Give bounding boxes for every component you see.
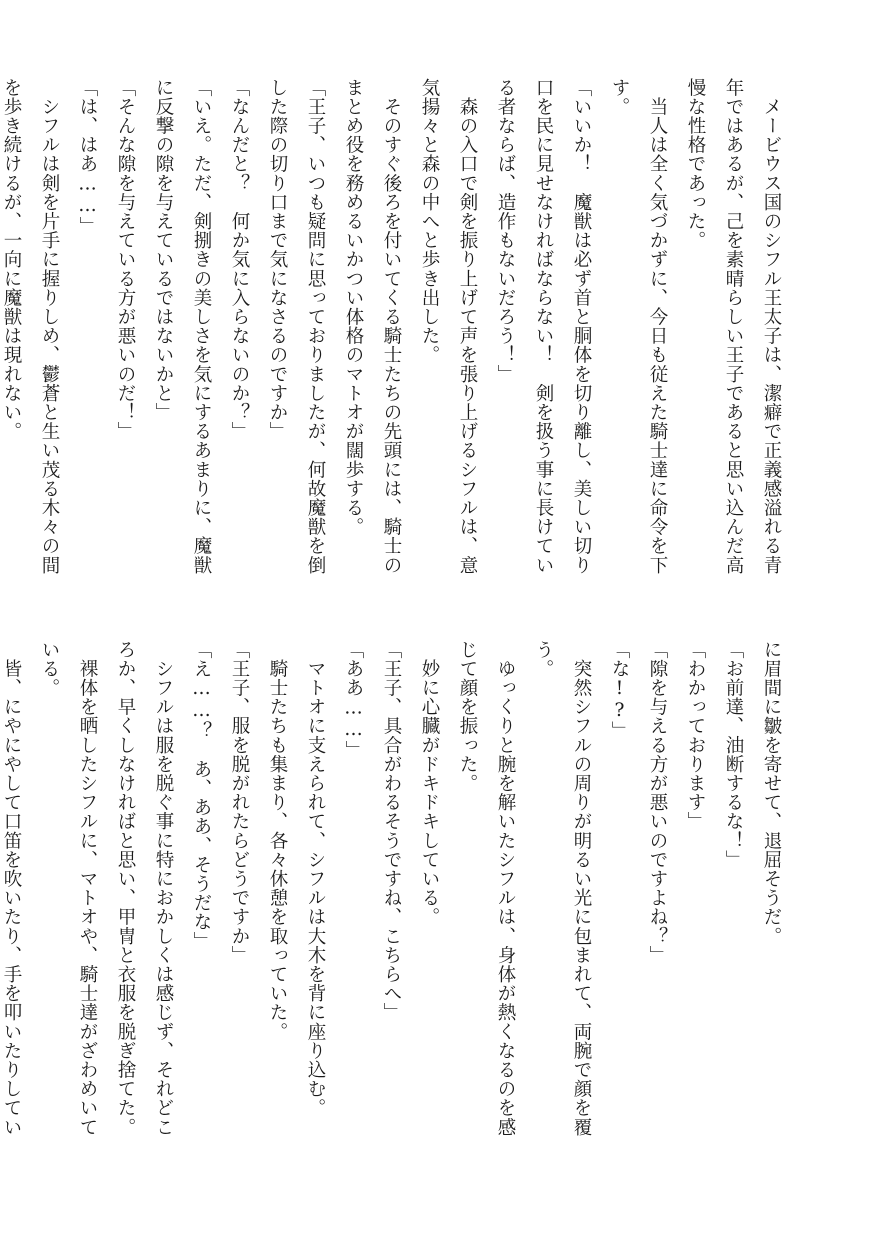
text-line: そのすぐ後ろを付いてくる騎士たちの先頭には、騎士の <box>381 78 402 575</box>
text-line: 口を民に見せなければならない！ 剣を扱う事に長けてい <box>533 78 554 575</box>
text-line: 「王子、服を脱がれたらどうですか」 <box>229 640 250 965</box>
text-line: 「いえ。ただ、剣捌きの美しさを気にするあまりに、魔獣 <box>191 78 212 575</box>
upper-text-tier <box>1 78 790 598</box>
text-line: 「隙を与える方が悪いのですよね？」 <box>647 640 668 965</box>
lower-text-tier <box>1 640 790 1160</box>
text-line: 裸体を晒したシフルに、マトオや、騎士達がざわめいて <box>77 640 98 1137</box>
text-line: 突然シフルの周りが明るい光に包まれて、両腕で顔を覆 <box>571 640 592 1137</box>
text-line: 森の入口で剣を振り上げて声を張り上げるシフルは、意 <box>457 78 478 575</box>
text-line: 妙に心臓がドキドキしている。 <box>419 640 440 927</box>
text-line: 「ああ……」 <box>343 640 364 760</box>
text-line: 「え……？ あ、ああ、そうだな」 <box>191 640 212 951</box>
text-line: シフルは剣を片手に握りしめ、鬱蒼と生い茂る木々の間 <box>39 78 60 575</box>
text-line: ろか、早くしなければと思い、甲冑と衣服を脱ぎ捨てた。 <box>115 640 136 1137</box>
text-line: う。 <box>533 640 554 679</box>
text-line: した際の切り口まで気になさるのですか」 <box>267 78 288 441</box>
text-line: 慢な性格であった。 <box>685 78 706 250</box>
text-line: 騎士たちも集まり、各々休憩を取っていた。 <box>267 640 288 1042</box>
text-line: る者ならば、造作もないだろう！」 <box>495 78 516 384</box>
text-line: 「そんな隙を与えている方が悪いのだ！」 <box>115 78 136 441</box>
text-line: いる。 <box>39 640 60 698</box>
text-line: 「なんだと？ 何か気に入らないのか？」 <box>229 78 250 441</box>
text-line: 「王子、いつも疑問に思っておりましたが、何故魔獣を倒 <box>305 78 326 575</box>
text-line: 「な!?」 <box>609 640 630 741</box>
text-line: 年ではあるが、己を素晴らしい王子であると思い込んだ高 <box>723 78 744 575</box>
text-line: マトオに支えられて、シフルは大木を背に座り込む。 <box>305 640 326 1118</box>
text-line: ゆっくりと腕を解いたシフルは、身体が熱くなるのを感 <box>495 640 516 1137</box>
text-line: 「わかっております」 <box>685 640 706 831</box>
text-line: メービウス国のシフル王太子は、潔癖で正義感溢れる青 <box>761 78 782 575</box>
text-line: に反撃の隙を与えているではないかと」 <box>153 78 174 422</box>
text-line: 「いいか！ 魔獣は必ず首と胴体を切り離し、美しい切り <box>571 78 592 575</box>
text-line: 気揚々と森の中へと歩き出した。 <box>419 78 440 365</box>
text-line: を歩き続けるが、一向に魔獣は現れない。 <box>1 78 22 441</box>
text-line: まとめ役を務めるいかつい体格のマトオが闊歩する。 <box>343 78 364 537</box>
text-line: 「お前達、油断するな！」 <box>723 640 744 870</box>
text-line: 「王子、具合がわるそうですね、こちらへ」 <box>381 640 402 1022</box>
text-line: シフルは服を脱ぐ事に特におかしくは感じず、それどこ <box>153 640 174 1137</box>
text-line: す。 <box>609 78 630 117</box>
text-line: 皆、にやにやして口笛を吹いたり、手を叩いたりしてい <box>1 640 22 1137</box>
text-line: 「は、はあ……」 <box>77 78 98 236</box>
text-line: に眉間に皺を寄せて、退屈そうだ。 <box>761 640 782 946</box>
text-line: じて顔を振った。 <box>457 640 478 793</box>
text-line: 当人は全く気づかずに、今日も従えた騎士達に命令を下 <box>647 78 668 575</box>
